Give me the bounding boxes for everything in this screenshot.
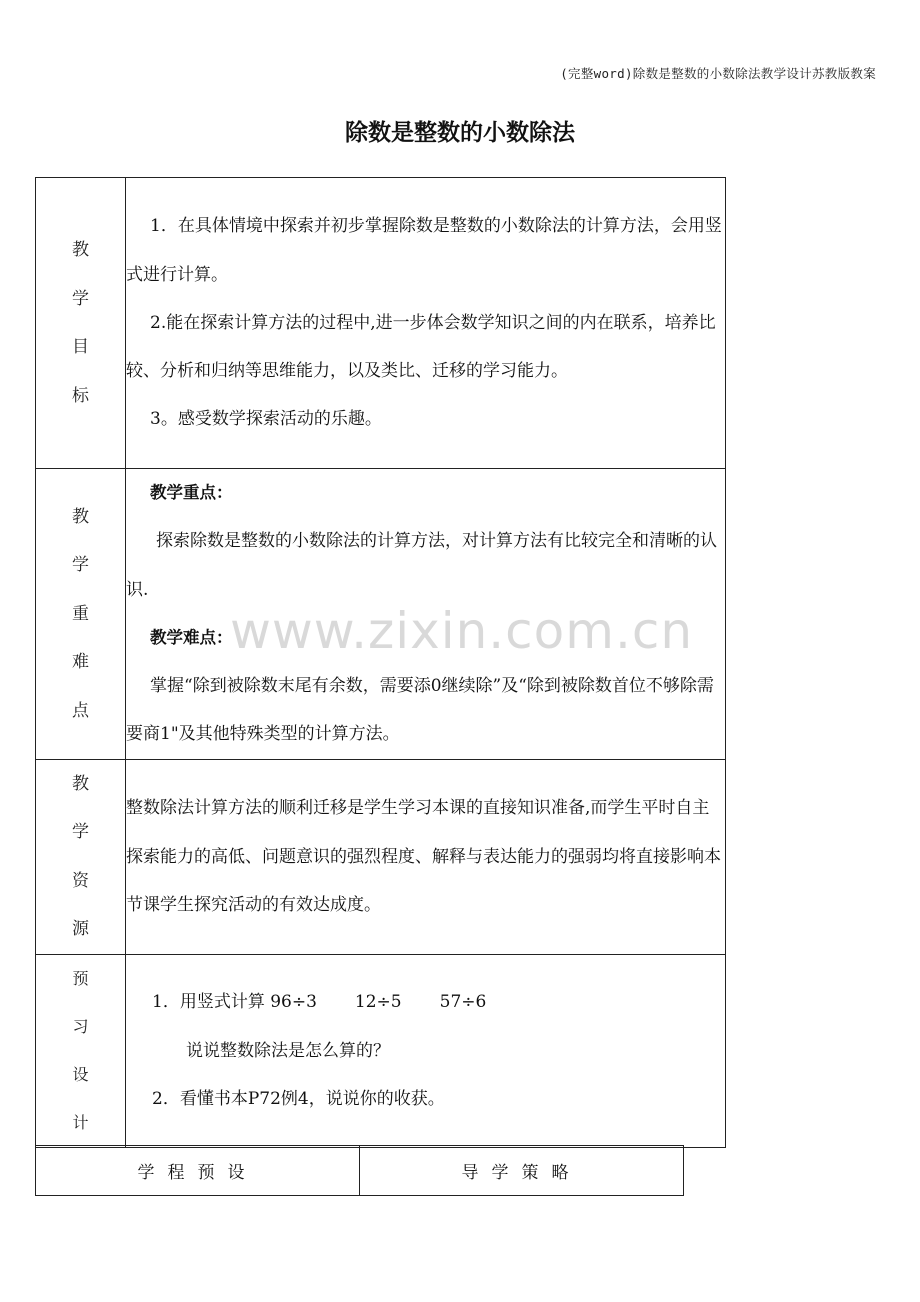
key-point-text: 探索除数是整数的小数除法的计算方法，对计算方法有比较完全和清晰的认识. xyxy=(126,531,717,600)
document-header: (完整word)除数是整数的小数除法教学设计苏教版教案 xyxy=(560,66,876,81)
section-label-objectives xyxy=(36,178,126,469)
section-label-key-points xyxy=(36,469,126,760)
section-key-difficult-points xyxy=(36,469,726,760)
label-char: 习 xyxy=(72,1016,89,1036)
key-points-content xyxy=(126,469,726,760)
preview-item-1-text: 1．用竖式计算 96÷3 xyxy=(152,992,317,1013)
objectives-content xyxy=(126,178,726,469)
objective-paragraph: 1．在具体情境中探索并初步掌握除数是整数的小数除法的计算方法，会用竖式进行计算。 xyxy=(126,216,722,285)
section-label-resources xyxy=(36,759,126,954)
label-char: 学 xyxy=(72,288,89,309)
column-header-learning-process: 学程预设 xyxy=(36,1146,360,1196)
resources-text: 整数除法计算方法的顺利迁移是学生学习本课的直接知识准备,而学生平时自主探索能力的高低、问题意识的强烈程度、解释与表达能力的强弱均将直接影响本节课学生探究活动的有效达成度。 xyxy=(126,798,721,915)
label-char: 点 xyxy=(72,700,89,721)
resources-content xyxy=(126,759,726,954)
objective-paragraph: 2.能在探索计算方法的过程中,进一步体会数学知识之间的内在联系，培养比较、分析和归纳等思维能力，以及类比、迁移的学习能力。 xyxy=(126,312,716,382)
difficulty-heading: 教学难点： xyxy=(150,627,233,647)
preview-item-2: 2．看懂书本P72例4，说说你的收获。 xyxy=(152,1089,445,1110)
section-objectives xyxy=(36,178,726,469)
page-title: 除数是整数的小数除法 xyxy=(345,120,575,146)
section-label-preview xyxy=(36,954,126,1147)
watermark: www.zixin.com.cn xyxy=(230,602,694,660)
preview-item-1 xyxy=(126,978,725,1027)
label-char: 教 xyxy=(72,506,89,527)
label-char: 教 xyxy=(72,773,89,794)
process-table-header xyxy=(35,1145,684,1196)
preview-item-1-sub: 说说整数除法是怎么算的？ xyxy=(186,1040,390,1061)
lesson-plan-table xyxy=(35,177,726,1148)
label-char: 目 xyxy=(72,337,89,357)
label-char: 资 xyxy=(72,870,89,891)
process-header-row xyxy=(36,1146,684,1196)
label-char: 学 xyxy=(72,822,89,843)
key-point-heading: 教学重点： xyxy=(150,483,233,502)
label-char: 教 xyxy=(72,240,89,260)
objective-paragraph: 3。感受数学探索活动的乐趣。 xyxy=(150,409,382,430)
label-char: 学 xyxy=(72,555,89,576)
label-char: 重 xyxy=(72,603,89,624)
label-char: 设 xyxy=(72,1064,89,1084)
label-char: 标 xyxy=(72,385,89,406)
preview-content xyxy=(126,954,726,1147)
label-char: 计 xyxy=(72,1112,89,1132)
preview-expression: 12÷5 xyxy=(354,992,402,1013)
difficulty-text: 掌握“除到被除数末尾有余数，需要添0继续除”及“除到被除数首位不够除需要商1"及其他特殊类型的计算方法。 xyxy=(126,676,714,745)
label-char: 预 xyxy=(72,968,89,988)
label-char: 源 xyxy=(72,919,89,940)
label-char: 难 xyxy=(72,652,89,673)
section-resources xyxy=(36,759,726,954)
column-header-guiding-strategy: 导学策略 xyxy=(360,1146,684,1196)
preview-expression: 57÷6 xyxy=(439,992,487,1013)
section-preview-design xyxy=(36,954,726,1147)
